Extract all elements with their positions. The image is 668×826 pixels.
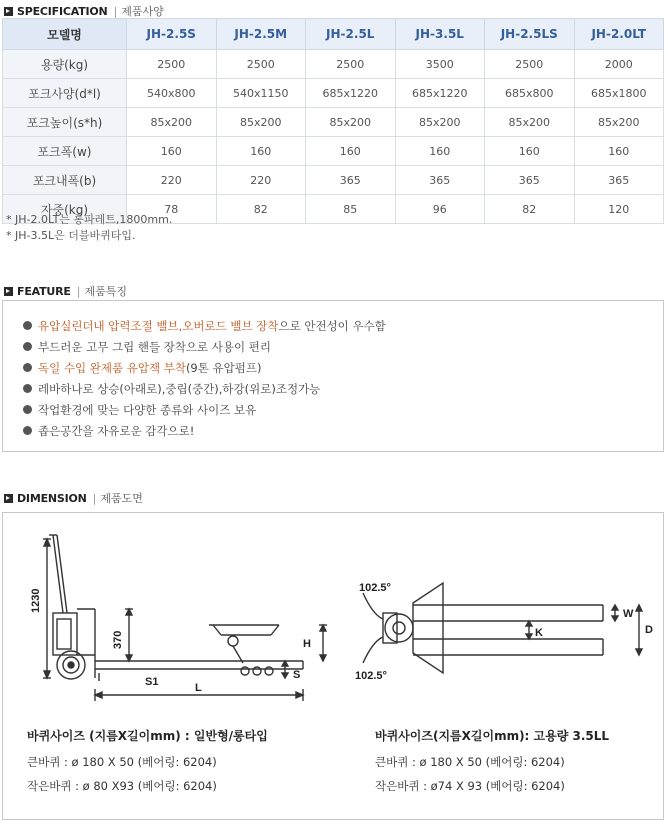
dimension-section-title bbox=[4, 490, 143, 506]
row-header: 용량(kg) bbox=[3, 50, 127, 79]
row-header: 포크내폭(b) bbox=[3, 166, 127, 195]
dim-label-l: L bbox=[195, 682, 202, 694]
table-cell: 2500 bbox=[485, 50, 575, 79]
table-cell: 120 bbox=[574, 195, 664, 224]
table-row bbox=[3, 79, 664, 108]
table-cell: 365 bbox=[306, 166, 396, 195]
table-cell: 685x1800 bbox=[574, 79, 664, 108]
list-item bbox=[23, 357, 663, 378]
row-header: 포크폭(w) bbox=[3, 137, 127, 166]
table-cell: 2500 bbox=[216, 50, 306, 79]
table-cell: 685x800 bbox=[485, 79, 575, 108]
table-cell: 85x200 bbox=[574, 108, 664, 137]
dim-label-h: H bbox=[303, 638, 311, 650]
table-cell: 85x200 bbox=[216, 108, 306, 137]
row-header: 자중(kg) bbox=[3, 195, 127, 224]
section-bullet-icon bbox=[4, 7, 13, 16]
feature-text: 작업환경에 맞는 다양한 종류와 사이즈 보유 bbox=[38, 402, 257, 417]
table-cell: 220 bbox=[216, 166, 306, 195]
right-caption: 바퀴사이즈(지름X길이mm): 고용량 3.5LL bbox=[375, 729, 610, 743]
table-cell: 160 bbox=[216, 137, 306, 166]
list-item bbox=[23, 378, 663, 399]
divider: | bbox=[92, 491, 97, 505]
table-cell: 220 bbox=[127, 166, 217, 195]
feature-text: 좁은공간을 자유로운 감각으로! bbox=[38, 423, 195, 438]
section-title-en: SPECIFICATION bbox=[17, 4, 108, 18]
table-row bbox=[3, 166, 664, 195]
bullet-dot-icon bbox=[23, 321, 32, 330]
feature-text: (9톤 유압펌프) bbox=[185, 360, 262, 375]
feature-list bbox=[3, 301, 663, 441]
table-cell: 85x200 bbox=[485, 108, 575, 137]
section-title-ko: 제품도면 bbox=[100, 492, 143, 505]
table-cell: 685x1220 bbox=[395, 79, 485, 108]
table-cell: 2500 bbox=[127, 50, 217, 79]
dim-label-d: D bbox=[645, 624, 653, 636]
feature-text: 부드러운 고무 그립 핸들 장착으로 사용이 편리 bbox=[38, 339, 272, 354]
list-item bbox=[23, 420, 663, 441]
dim-label-s1: S1 bbox=[145, 676, 159, 688]
divider: | bbox=[76, 284, 81, 298]
left-big-wheel: 큰바퀴 : ø 180 X 50 (베어링: 6204) bbox=[27, 755, 217, 769]
table-cell: 78 bbox=[127, 195, 217, 224]
section-title-en: DIMENSION bbox=[17, 491, 87, 505]
table-cell: 85x200 bbox=[127, 108, 217, 137]
section-title-ko: 제품특징 bbox=[84, 285, 127, 298]
right-big-wheel: 큰바퀴 : ø 180 X 50 (베어링: 6204) bbox=[375, 755, 565, 769]
section-title-en: FEATURE bbox=[17, 284, 71, 298]
table-header-cell: JH-3.5L bbox=[395, 19, 485, 50]
dim-label-k: K bbox=[535, 627, 543, 639]
bullet-dot-icon bbox=[23, 363, 32, 372]
table-header-model: 모델명 bbox=[3, 19, 127, 50]
side-view-diagram bbox=[3, 513, 333, 713]
angle-label-bottom: 102.5° bbox=[355, 670, 387, 682]
table-header-cell: JH-2.5L bbox=[306, 19, 396, 50]
dim-label-w: W bbox=[623, 608, 634, 620]
row-header: 포크사양(d*l) bbox=[3, 79, 127, 108]
section-bullet-icon bbox=[4, 494, 13, 503]
section-title-ko: 제품사양 bbox=[121, 5, 164, 18]
table-cell: 2500 bbox=[306, 50, 396, 79]
bullet-dot-icon bbox=[23, 342, 32, 351]
feature-highlight: 독일 수입 완제품 유압잭 부착 bbox=[38, 360, 186, 375]
feature-text: 으로 안전성이 우수함 bbox=[278, 318, 386, 333]
feature-highlight: 유압실린더내 압력조절 밸브,오버로드 밸브 장착 bbox=[38, 318, 279, 333]
dim-label-1230: 1230 bbox=[30, 588, 42, 613]
left-small-wheel: 작은바퀴 : ø 80 X93 (베어링: 6204) bbox=[27, 779, 217, 793]
table-header-cell: JH-2.0LT bbox=[574, 19, 664, 50]
table-header-cell: JH-2.5LS bbox=[485, 19, 575, 50]
table-header-cell: JH-2.5M bbox=[216, 19, 306, 50]
dimension-box bbox=[2, 512, 664, 820]
table-cell: 82 bbox=[216, 195, 306, 224]
table-cell: 2000 bbox=[574, 50, 664, 79]
table-cell: 365 bbox=[574, 166, 664, 195]
table-cell: 365 bbox=[395, 166, 485, 195]
spec-section-title bbox=[4, 3, 164, 19]
table-cell: 85 bbox=[306, 195, 396, 224]
table-cell: 160 bbox=[485, 137, 575, 166]
table-cell: 540x1150 bbox=[216, 79, 306, 108]
table-cell: 82 bbox=[485, 195, 575, 224]
table-row bbox=[3, 137, 664, 166]
note-line: * JH-2.0LT는 롱파레트,1800mm. bbox=[6, 213, 173, 226]
bullet-dot-icon bbox=[23, 405, 32, 414]
table-cell: 160 bbox=[306, 137, 396, 166]
table-cell: 96 bbox=[395, 195, 485, 224]
bullet-dot-icon bbox=[23, 384, 32, 393]
table-cell: 3500 bbox=[395, 50, 485, 79]
section-bullet-icon bbox=[4, 287, 13, 296]
feature-text: 레바하나로 상승(아래로),중립(중간),하강(위로)조정가능 bbox=[38, 381, 321, 396]
feature-box bbox=[2, 300, 664, 452]
left-caption: 바퀴사이즈 (지름X길이mm) : 일반형/롱타입 bbox=[27, 729, 268, 743]
table-row bbox=[3, 108, 664, 137]
row-header: 포크높이(s*h) bbox=[3, 108, 127, 137]
table-cell: 160 bbox=[395, 137, 485, 166]
table-header-row bbox=[3, 19, 664, 50]
top-view-diagram bbox=[333, 513, 663, 713]
right-small-wheel: 작은바퀴 : ø74 X 93 (베어링: 6204) bbox=[375, 779, 565, 793]
divider: | bbox=[113, 4, 118, 18]
table-cell: 85x200 bbox=[306, 108, 396, 137]
spec-table bbox=[2, 18, 664, 224]
table-cell: 160 bbox=[574, 137, 664, 166]
table-cell: 685x1220 bbox=[306, 79, 396, 108]
table-cell: 540x800 bbox=[127, 79, 217, 108]
list-item bbox=[23, 336, 663, 357]
spec-notes bbox=[6, 212, 172, 244]
table-row bbox=[3, 50, 664, 79]
feature-section-title bbox=[4, 283, 127, 299]
list-item bbox=[23, 315, 663, 336]
dim-label-370: 370 bbox=[112, 630, 124, 649]
angle-label-top: 102.5° bbox=[359, 582, 391, 594]
table-cell: 160 bbox=[127, 137, 217, 166]
dim-label-s: S bbox=[293, 669, 301, 681]
table-header-cell: JH-2.5S bbox=[127, 19, 217, 50]
list-item bbox=[23, 399, 663, 420]
note-line: * JH-3.5L은 더블바퀴타입. bbox=[6, 229, 136, 242]
table-cell: 365 bbox=[485, 166, 575, 195]
table-cell: 85x200 bbox=[395, 108, 485, 137]
bullet-dot-icon bbox=[23, 426, 32, 435]
